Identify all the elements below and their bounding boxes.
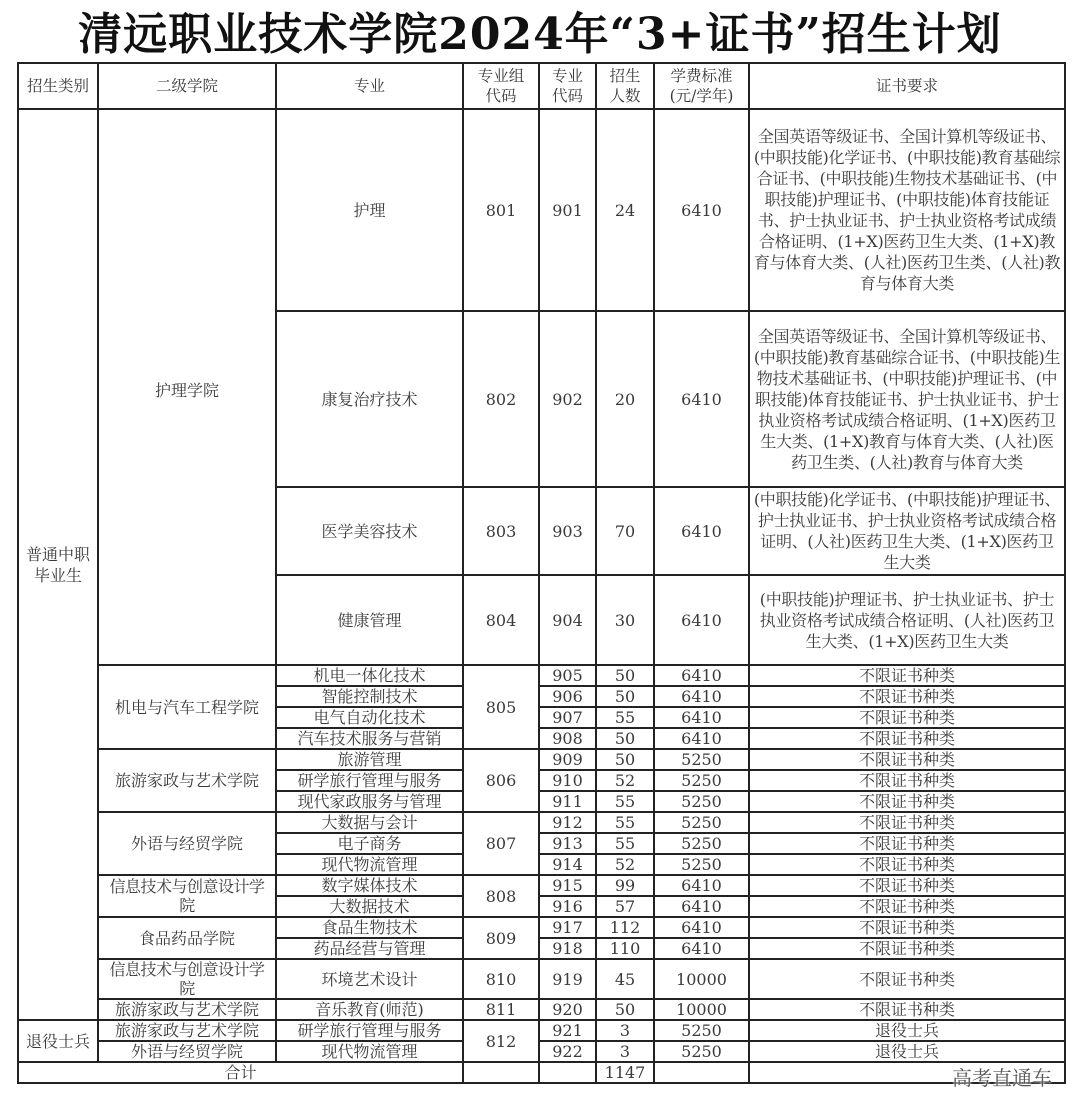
- quota-cell: 55: [596, 707, 654, 728]
- cert-cell: 不限证书种类: [749, 707, 1065, 728]
- major-code-cell: 922: [539, 1041, 596, 1062]
- cert-cell: 不限证书种类: [749, 917, 1065, 938]
- major-code-cell: 907: [539, 707, 596, 728]
- cert-cell: 退役士兵: [749, 1020, 1065, 1041]
- major-cell: 现代物流管理: [276, 1041, 463, 1062]
- header-category: 招生类别: [18, 63, 98, 109]
- table-row: [18, 999, 1065, 1020]
- major-code-cell: 915: [539, 875, 596, 896]
- quota-cell: 45: [596, 959, 654, 999]
- quota-cell: 112: [596, 917, 654, 938]
- major-code-cell: 910: [539, 770, 596, 791]
- major-code-cell: 920: [539, 999, 596, 1020]
- header-quota-line2: 人数: [609, 87, 641, 105]
- group-code-cell: 811: [463, 999, 539, 1020]
- quota-cell: 50: [596, 686, 654, 707]
- table-row: [18, 812, 1065, 833]
- total-quota: 1147: [596, 1062, 654, 1083]
- header-quota-line1: 招生: [609, 67, 641, 85]
- table-row: [18, 1020, 1065, 1041]
- college-foreign: 外语与经贸学院: [98, 812, 276, 875]
- table-row: [18, 749, 1065, 770]
- total-empty-code: [539, 1062, 596, 1083]
- tuition-cell: 6410: [654, 875, 749, 896]
- cert-cell: 不限证书种类: [749, 875, 1065, 896]
- cert-cell: 不限证书种类: [749, 999, 1065, 1020]
- quota-cell: 99: [596, 875, 654, 896]
- header-group-code-line1: 专业组: [477, 67, 525, 85]
- major-cell: 食品生物技术: [276, 917, 463, 938]
- cert-cell: 退役士兵: [749, 1041, 1065, 1062]
- cert-cell: 不限证书种类: [749, 833, 1065, 854]
- major-code-cell: 904: [539, 575, 596, 665]
- major-cell: 电子商务: [276, 833, 463, 854]
- group-code-cell: 808: [463, 875, 539, 917]
- tuition-cell: 6410: [654, 707, 749, 728]
- quota-cell: 50: [596, 665, 654, 686]
- tuition-cell: 6410: [654, 109, 749, 311]
- enrollment-plan-table: [17, 62, 1066, 1084]
- tuition-cell: 5250: [654, 812, 749, 833]
- college-tourism-2: 旅游家政与艺术学院: [98, 999, 276, 1020]
- watermark: 高考直通车: [952, 1066, 1052, 1090]
- category-veteran: 退役士兵: [18, 1020, 98, 1062]
- page-title: 清远职业技术学院2024年“3+证书”招生计划: [78, 9, 1002, 60]
- quota-cell: 3: [596, 1020, 654, 1041]
- header-group-code: [463, 63, 539, 109]
- tuition-cell: 6410: [654, 487, 749, 575]
- tuition-cell: 6410: [654, 686, 749, 707]
- quota-cell: 24: [596, 109, 654, 311]
- college-info-2: 信息技术与创意设计学院: [98, 959, 276, 999]
- cert-cell: 不限证书种类: [749, 665, 1065, 686]
- header-tuition-line1: 学费标准: [670, 67, 733, 85]
- cert-cell: 不限证书种类: [749, 749, 1065, 770]
- major-cell: 现代家政服务与管理: [276, 791, 463, 812]
- quota-cell: 55: [596, 812, 654, 833]
- tuition-cell: 10000: [654, 999, 749, 1020]
- table-row: [18, 875, 1065, 896]
- major-code-cell: 914: [539, 854, 596, 875]
- major-code-cell: 912: [539, 812, 596, 833]
- cert-cell: 不限证书种类: [749, 938, 1065, 959]
- header-major-code-line1: 专业: [551, 67, 583, 85]
- tuition-cell: 5250: [654, 770, 749, 791]
- table-row: [18, 665, 1065, 686]
- major-code-cell: 905: [539, 665, 596, 686]
- major-cell: 药品经营与管理: [276, 938, 463, 959]
- major-code-cell: 916: [539, 896, 596, 917]
- college-tourism: 旅游家政与艺术学院: [98, 749, 276, 812]
- college-tourism-3: 旅游家政与艺术学院: [98, 1020, 276, 1041]
- tuition-cell: 6410: [654, 917, 749, 938]
- major-cell: 健康管理: [276, 575, 463, 665]
- group-code-cell: 803: [463, 487, 539, 575]
- total-row: [18, 1062, 1065, 1083]
- group-code-cell: 810: [463, 959, 539, 999]
- major-code-cell: 913: [539, 833, 596, 854]
- major-cell: 医学美容技术: [276, 487, 463, 575]
- major-cell: 研学旅行管理与服务: [276, 770, 463, 791]
- cert-cell: 不限证书种类: [749, 854, 1065, 875]
- major-cell: 现代物流管理: [276, 854, 463, 875]
- major-cell: 环境艺术设计: [276, 959, 463, 999]
- quota-cell: 55: [596, 833, 654, 854]
- major-cell: 康复治疗技术: [276, 311, 463, 487]
- quota-cell: 20: [596, 311, 654, 487]
- tuition-cell: 6410: [654, 311, 749, 487]
- quota-cell: 110: [596, 938, 654, 959]
- group-code-cell: 805: [463, 665, 539, 749]
- tuition-cell: 6410: [654, 665, 749, 686]
- header-quota: [596, 63, 654, 109]
- major-code-cell: 903: [539, 487, 596, 575]
- header-tuition-line2: (元/学年): [669, 87, 734, 105]
- tuition-cell: 5250: [654, 854, 749, 875]
- major-cell: 旅游管理: [276, 749, 463, 770]
- cert-cell: 不限证书种类: [749, 959, 1065, 999]
- quota-cell: 57: [596, 896, 654, 917]
- quota-cell: 50: [596, 749, 654, 770]
- cert-cell: 不限证书种类: [749, 770, 1065, 791]
- cert-cell: 不限证书种类: [749, 812, 1065, 833]
- major-cell: 电气自动化技术: [276, 707, 463, 728]
- table-row: [18, 917, 1065, 938]
- group-code-cell: 807: [463, 812, 539, 875]
- header-group-code-line2: 代码: [485, 87, 517, 105]
- tuition-cell: 6410: [654, 896, 749, 917]
- major-code-cell: 918: [539, 938, 596, 959]
- major-code-cell: 902: [539, 311, 596, 487]
- table-row: [18, 109, 1065, 311]
- header-tuition: [654, 63, 749, 109]
- quota-cell: 50: [596, 728, 654, 749]
- major-code-cell: 911: [539, 791, 596, 812]
- major-cell: 音乐教育(师范): [276, 999, 463, 1020]
- group-code-cell: 804: [463, 575, 539, 665]
- total-label: 合计: [18, 1062, 463, 1083]
- major-code-cell: 906: [539, 686, 596, 707]
- major-code-cell: 921: [539, 1020, 596, 1041]
- category-regular-line1: 普通中职: [25, 544, 90, 564]
- major-code-cell: 917: [539, 917, 596, 938]
- cert-cell: 不限证书种类: [749, 686, 1065, 707]
- tuition-cell: 5250: [654, 791, 749, 812]
- tuition-cell: 5250: [654, 833, 749, 854]
- tuition-cell: 10000: [654, 959, 749, 999]
- college-mech: 机电与汽车工程学院: [98, 665, 276, 749]
- header-major-code-line2: 代码: [551, 87, 583, 105]
- group-code-cell: 801: [463, 109, 539, 311]
- major-code-cell: 919: [539, 959, 596, 999]
- college-nursing: 护理学院: [98, 109, 276, 665]
- header-major-code: [539, 63, 596, 109]
- header-college: 二级学院: [98, 63, 276, 109]
- quota-cell: 70: [596, 487, 654, 575]
- cert-cell: 全国英语等级证书、全国计算机等级证书、(中职技能)教育基础综合证书、(中职技能)生物技术基础证书、(中职技能)护理证书、(中职技能)体育技能证书、护士执业证书、护士执业资格考试成绩合格证明、(1+X)医药卫生大类、(1+X)教育与体育大类、(人社)医药卫生类、(人社)教育与体育大类: [749, 311, 1065, 487]
- tuition-cell: 6410: [654, 575, 749, 665]
- table-row: [18, 959, 1065, 999]
- cert-cell: 不限证书种类: [749, 896, 1065, 917]
- college-food: 食品药品学院: [98, 917, 276, 959]
- cert-cell: 全国英语等级证书、全国计算机等级证书、(中职技能)化学证书、(中职技能)教育基础综合证书、(中职技能)生物技术基础证书、(中职技能)护理证书、(中职技能)体育技能证书、护士执业证书、护士执业资格考试成绩合格证明、(1+X)医药卫生大类、(1+X)教育与体育大类、(人社)医药卫生类、(人社)教育与体育大类: [749, 109, 1065, 311]
- group-code-cell: 806: [463, 749, 539, 812]
- category-regular: [18, 109, 98, 1020]
- tuition-cell: 5250: [654, 1041, 749, 1062]
- group-code-cell: 812: [463, 1020, 539, 1062]
- major-code-cell: 901: [539, 109, 596, 311]
- major-cell: 研学旅行管理与服务: [276, 1020, 463, 1041]
- major-cell: 机电一体化技术: [276, 665, 463, 686]
- quota-cell: 50: [596, 999, 654, 1020]
- major-code-cell: 909: [539, 749, 596, 770]
- college-info: 信息技术与创意设计学院: [98, 875, 276, 917]
- major-cell: 数字媒体技术: [276, 875, 463, 896]
- major-cell: 护理: [276, 109, 463, 311]
- major-cell: 大数据技术: [276, 896, 463, 917]
- cert-cell: 不限证书种类: [749, 728, 1065, 749]
- total-empty-tuition: [654, 1062, 749, 1083]
- quota-cell: 52: [596, 770, 654, 791]
- category-regular-line2: 毕业生: [33, 565, 82, 585]
- tuition-cell: 5250: [654, 1020, 749, 1041]
- major-cell: 汽车技术服务与营销: [276, 728, 463, 749]
- table-row: [18, 1041, 1065, 1062]
- total-empty-group: [463, 1062, 539, 1083]
- group-code-cell: 802: [463, 311, 539, 487]
- tuition-cell: 6410: [654, 938, 749, 959]
- quota-cell: 3: [596, 1041, 654, 1062]
- cert-cell: (中职技能)化学证书、(中职技能)护理证书、护士执业证书、护士执业资格考试成绩合格证明、(人社)医药卫生大类、(1+X)医药卫生大类: [749, 487, 1065, 575]
- group-code-cell: 809: [463, 917, 539, 959]
- header-major: 专业: [276, 63, 463, 109]
- quota-cell: 55: [596, 791, 654, 812]
- quota-cell: 30: [596, 575, 654, 665]
- header-row: [18, 63, 1065, 109]
- cert-cell: 不限证书种类: [749, 791, 1065, 812]
- major-cell: 智能控制技术: [276, 686, 463, 707]
- tuition-cell: 6410: [654, 728, 749, 749]
- quota-cell: 52: [596, 854, 654, 875]
- major-cell: 大数据与会计: [276, 812, 463, 833]
- major-code-cell: 908: [539, 728, 596, 749]
- tuition-cell: 5250: [654, 749, 749, 770]
- college-foreign-2: 外语与经贸学院: [98, 1041, 276, 1062]
- cert-cell: (中职技能)护理证书、护士执业证书、护士执业资格考试成绩合格证明、(人社)医药卫生大类、(1+X)医药卫生大类: [749, 575, 1065, 665]
- header-cert: 证书要求: [749, 63, 1065, 109]
